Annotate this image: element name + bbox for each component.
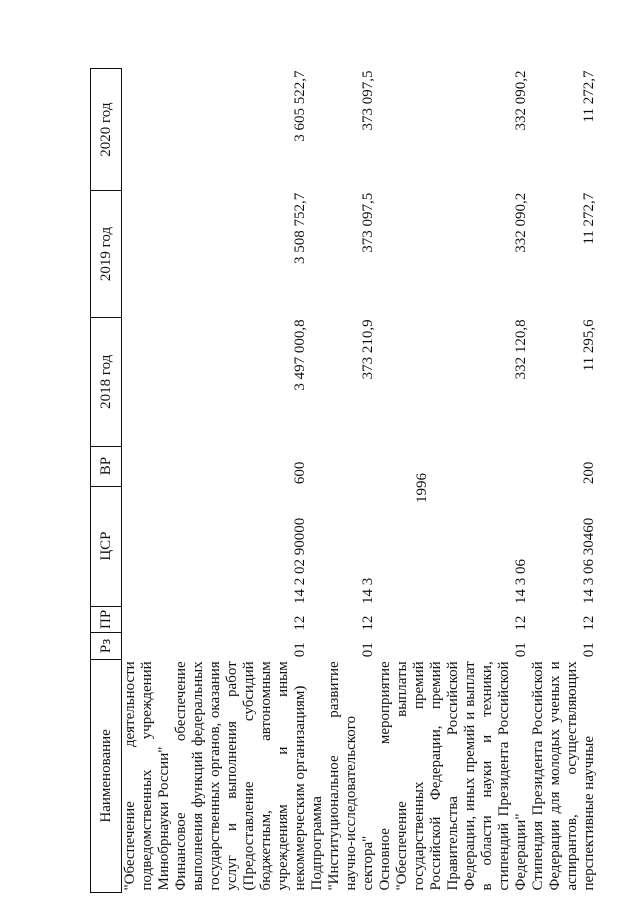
row-csr: 14 3 06 30460 <box>581 517 597 605</box>
row-2020: 332 090,2 <box>513 70 529 131</box>
row-2020: 373 097,5 <box>360 70 376 131</box>
row-rz: 01 <box>581 642 597 658</box>
header-csr: ЦСР <box>91 486 122 606</box>
row-pr <box>122 606 174 633</box>
row-pr: 12 <box>513 615 529 631</box>
header-2020: 2020 год <box>91 69 122 191</box>
row-name: Подпрограмма "Институциональное развитие научно-исследовательского сектора" <box>309 661 376 891</box>
row-2018: 11 295,6 <box>581 319 597 372</box>
rotated-page <box>90 68 640 893</box>
page-number-text: 1996 <box>414 473 430 503</box>
row-rz <box>122 633 174 660</box>
row-name: Финансовое обеспечение выполнения функций федеральных государственных органов, оказания услуг и выполнения работ (Предоставление субсидий бюджетным, автономным учреждениям и иным некоммерческим организациям) <box>173 661 308 891</box>
row-csr: 14 2 02 90000 <box>292 517 308 605</box>
table-row <box>122 69 174 893</box>
row-2020: 11 272,7 <box>581 70 597 123</box>
row-2019: 332 090,2 <box>513 192 529 253</box>
header-vr: ВР <box>91 446 122 486</box>
row-2019: 3 508 752,7 <box>292 192 308 264</box>
row-vr: 600 <box>292 461 308 485</box>
table-row <box>377 69 530 893</box>
row-2018 <box>122 317 174 446</box>
row-vr <box>377 446 530 486</box>
table-row <box>173 69 309 893</box>
row-pr: 12 <box>581 615 597 631</box>
row-name: "Обеспечение деятельности подведомственных учреждений Минобрнауки России" <box>122 661 172 891</box>
row-rz: 01 <box>513 642 529 658</box>
row-vr <box>122 446 174 486</box>
table-header-row <box>91 69 122 893</box>
row-2020 <box>122 69 174 191</box>
header-2018: 2018 год <box>91 317 122 446</box>
row-csr: 14 3 <box>360 577 376 605</box>
row-csr: 14 3 06 <box>513 559 529 605</box>
row-2019: 373 097,5 <box>360 192 376 253</box>
row-name: Основное мероприятие "Обеспечение выплаты государственных премий Российской Федерации, премий Правительства Российской Федерации, иных премий и выплат в области науки и техники, стипендий Президента Российской Федерации" <box>377 661 529 891</box>
table-row <box>309 69 377 893</box>
row-2018: 332 120,8 <box>513 319 529 380</box>
row-rz: 01 <box>360 642 376 658</box>
row-pr: 12 <box>360 615 376 631</box>
row-2019 <box>122 191 174 318</box>
header-rz: Рз <box>91 633 122 660</box>
budget-table <box>90 68 598 893</box>
row-name: Стипендия Президента Российской Федерации для молодых ученых и аспирантов, осуществляющих перспективные научные <box>530 661 597 891</box>
table-row <box>530 69 598 893</box>
row-2018: 3 497 000,8 <box>292 319 308 391</box>
row-csr <box>122 486 174 606</box>
row-rz: 01 <box>292 642 308 658</box>
header-pr: ПР <box>91 606 122 633</box>
row-2020: 3 605 522,7 <box>292 70 308 142</box>
row-2018: 373 210,9 <box>360 319 376 380</box>
row-2019: 11 272,7 <box>581 192 597 245</box>
header-name: Наименование <box>91 659 122 892</box>
row-pr: 12 <box>292 615 308 631</box>
row-vr <box>309 446 377 486</box>
row-vr: 200 <box>581 461 597 485</box>
header-2019: 2019 год <box>91 191 122 318</box>
